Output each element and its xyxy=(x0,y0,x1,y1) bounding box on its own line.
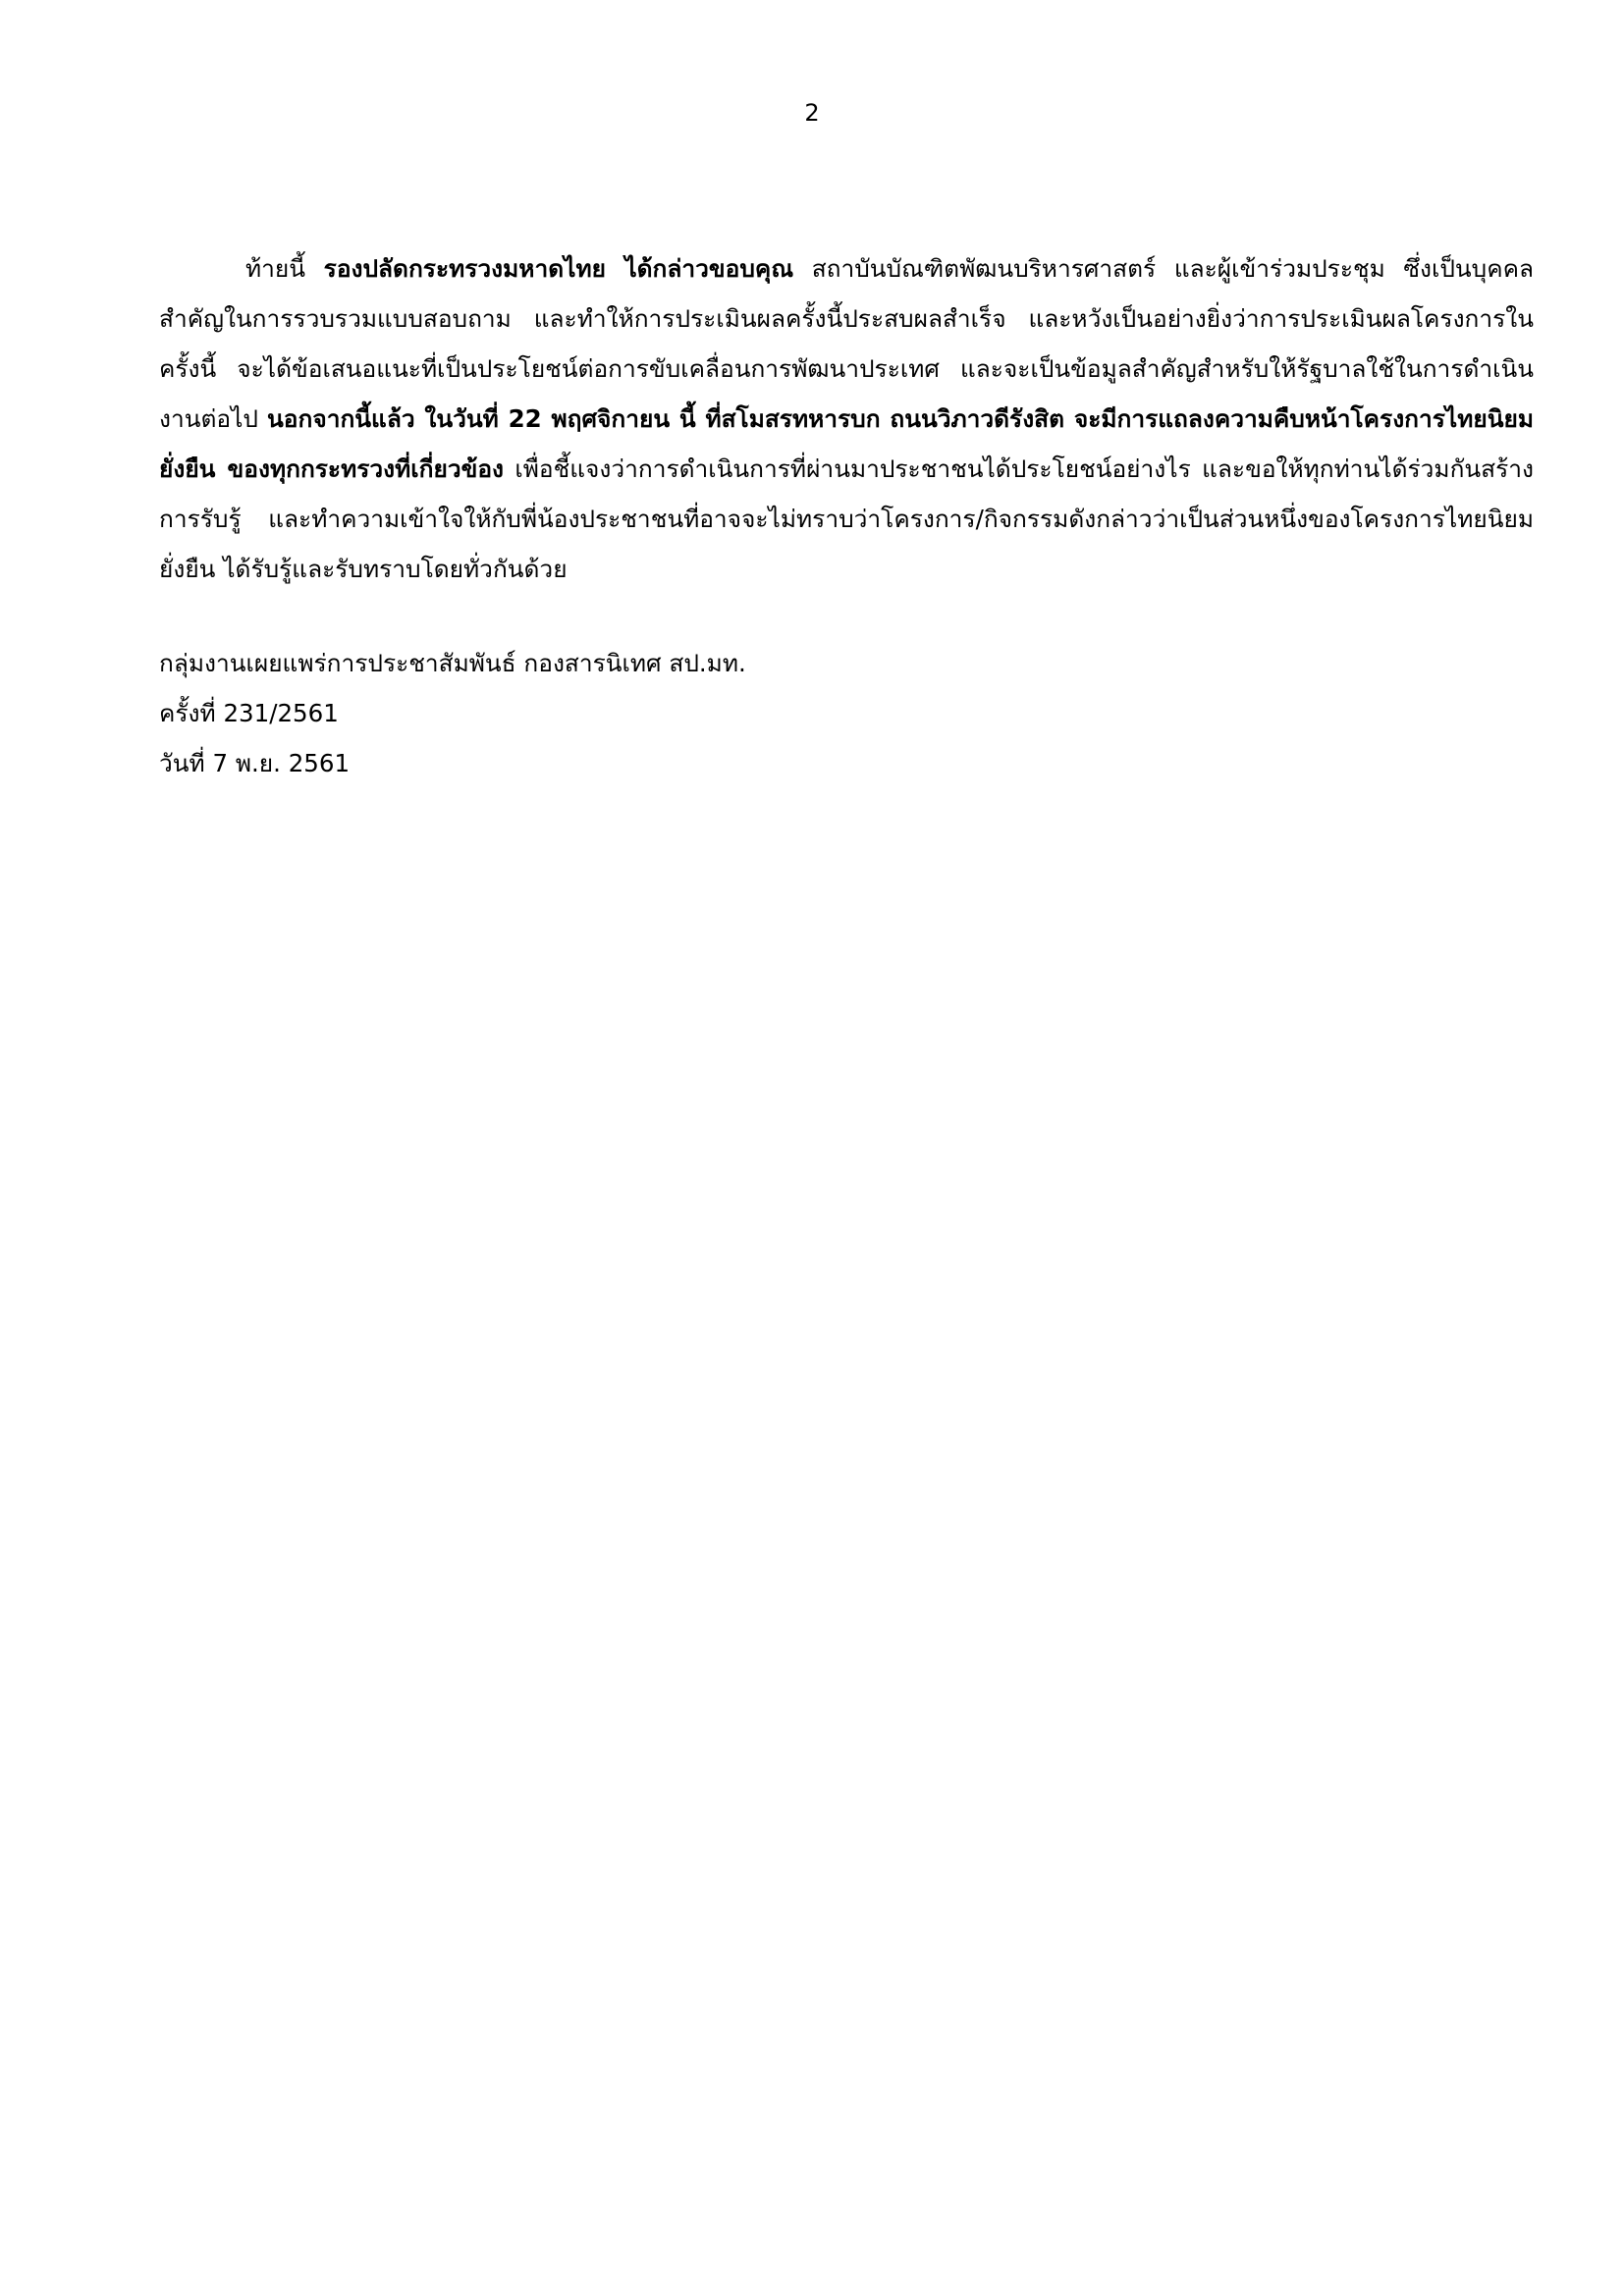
page-number: 2 xyxy=(804,99,820,127)
paragraph-text-1: ท้ายนี้ xyxy=(245,254,324,283)
paragraph-bold-1: รองปลัดกระทรวงมหาดไทย ได้กล่าวขอบคุณ xyxy=(323,254,794,283)
body-paragraph xyxy=(159,243,1534,594)
footer-department: กลุ่มงานเผยแพร่การประชาสัมพันธ์ กองสารนิเทศ สป.มท. xyxy=(159,649,746,677)
paragraph-text-3: เพื่อชี้แจงว่าการดำเนินการที่ผ่านมาประชาชนได้ประโยชน์อย่างไร และขอให้ทุกท่านได้ร่วมกันสร้างการรับรู้ และทำความเข้าใจให้กับพี่น้องประชาชนที่อาจจะไม่ทราบว่าโครงการ/กิจกรรมดังกล่าวว่าเป็นส่วนหนึ่งของโครงการไทยนิยม ยั่งยืน ได้รับรู้และรับทราบโดยทั่วกันด้วย xyxy=(159,454,1534,583)
paragraph-text-2: สถาบันบัณฑิตพัฒนบริหารศาสตร์ และผู้เข้าร่วมประชุม ซึ่งเป็นบุคคลสำคัญในการรวบรวมแบบสอบถาม และทำให้การประเมินผลครั้งนี้ประสบผลสำเร็จ และหวังเป็นอย่างยิ่งว่าการประเมินผลโครงการในครั้งนี้ จะได้ข้อเสนอแนะที่เป็นประโยชน์ต่อการขับเคลื่อนการพัฒนาประเทศ และจะเป็นข้อมูลสำคัญสำหรับให้รัฐบาลใช้ในการดำเนินงานต่อไป xyxy=(159,254,1535,433)
footer-date: วันที่ 7 พ.ย. 2561 xyxy=(159,749,351,777)
paragraph-bold-2: นอกจากนี้แล้ว ในวันที่ 22 พฤศจิกายน นี้ ที่สโมสรทหารบก ถนนวิภาวดีรังสิต จะมีการแถลงความคืบหน้าโครงการไทยนิยม ยั่งยืน ของทุกกระทรวงที่เกี่ยวข้อง xyxy=(159,404,1535,483)
footer-issue: ครั้งที่ 231/2561 xyxy=(159,699,339,727)
footer xyxy=(159,638,1534,788)
